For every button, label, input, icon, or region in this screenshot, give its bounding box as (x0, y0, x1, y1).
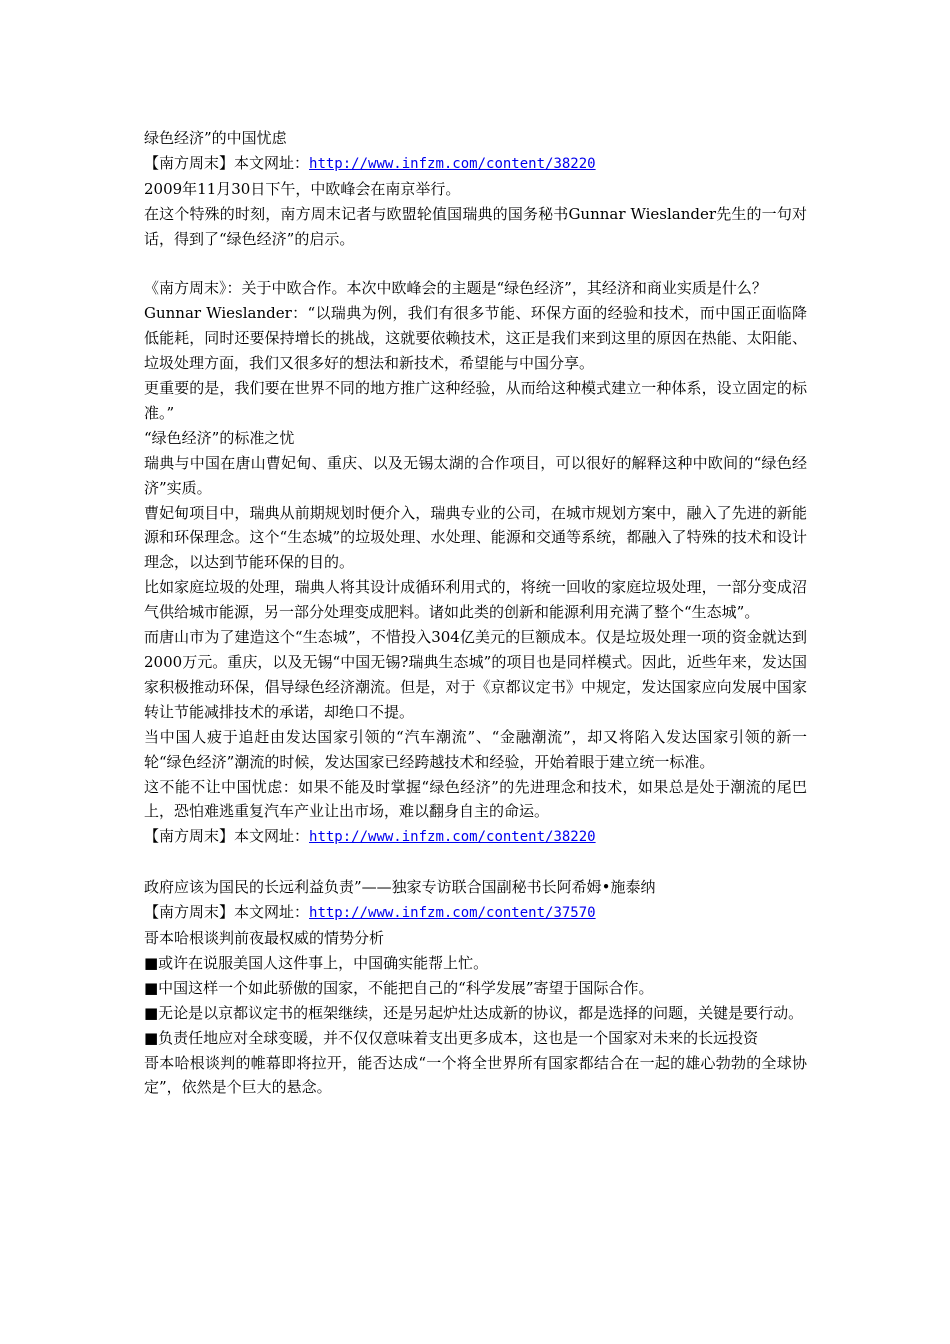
document-body (144, 126, 807, 1100)
interview-answer: Gunnar Wieslander：“以瑞典为例，我们有很多节能、环保方面的经验和技术，而中国正面临降低能耗，同时还要保持增长的挑战，这就要依赖技术，这正是我们来到这里的原因在热能、太阳能、垃圾处理方面，我们又很多好的想法和新技术，希望能与中国分享。 (144, 304, 807, 373)
source-prefix: 【南方周末】本文网址： (144, 903, 310, 922)
body-paragraph: 比如家庭垃圾的处理，瑞典人将其设计成循环利用式的，将统一回收的家庭垃圾处理，一部分变成沼气供给城市能源，另一部分处理变成肥料。诸如此类的创新和能源利用充满了整个“生态城”。 (144, 578, 807, 622)
interview-answer-continued: 更重要的是，我们要在世界不同的地方推广这种经验，从而给这种模式建立一种体系，设立固定的标准。” (144, 379, 807, 422)
section-heading: “绿色经济”的标准之忧 (144, 428, 295, 447)
bullet-point: ■负责任地应对全球变暖，并不仅仅意味着支出更多成本，这也是一个国家对未来的长远投资 (144, 1028, 759, 1047)
source-line (144, 900, 807, 926)
article-subtitle: 哥本哈根谈判前夜最权威的情势分析 (144, 928, 385, 947)
bullet-point: ■无论是以京都议定书的框架继续，还是另起炉灶达成新的协议，都是选择的问题，关键是要行动。 (144, 1003, 804, 1022)
article-link[interactable]: http://www.infzm.com/content/37570 (309, 905, 596, 922)
article-title: 绿色经济”的中国忧虑 (144, 129, 287, 147)
body-paragraph: 当中国人疲于追赶由发达国家引领的“汽车潮流”、“金融潮流”，却又将陷入发达国家引领的新一轮“绿色经济”潮流的时候，发达国家已经跨越技术和经验，开始着眼于建立统一标准。 (144, 727, 807, 771)
bullet-point: ■或许在说服美国人这件事上，中国确实能帮上忙。 (144, 953, 489, 972)
source-line (144, 151, 807, 177)
intro-paragraph: 在这个特殊的时刻，南方周末记者与欧盟轮值国瑞典的国务秘书Gunnar Wieslander先生的一句对话，得到了“绿色经济”的启示。 (144, 204, 807, 248)
article-link[interactable]: http://www.infzm.com/content/38220 (309, 155, 596, 172)
blank-line (144, 252, 807, 277)
body-paragraph: 这不能不让中国忧虑：如果不能及时掌握“绿色经济”的先进理念和技术，如果总是处于潮流的尾巴上，恐怕难逃重复汽车产业让出市场，难以翻身自主的命运。 (144, 777, 807, 821)
date-line: 2009年11月30日下午，中欧峰会在南京举行。 (144, 179, 461, 198)
closing-paragraph: 哥本哈根谈判的帷幕即将拉开，能否达成“一个将全世界所有国家都结合在一起的雄心勃勃的全球协定”，依然是个巨大的悬念。 (144, 1053, 807, 1097)
body-paragraph: 而唐山市为了建造这个“生态城”，不惜投入304亿美元的巨额成本。仅是垃圾处理一项的资金就达到2000万元。重庆，以及无锡“中国无锡?瑞典生态城”的项目也是同样模式。因此，近些年来，发达国家积极推动环保，倡导绿色经济潮流。但是，对于《京都议定书》中规定，发达国家应向发展中国家转让节能减排技术的承诺，却绝口不提。 (144, 628, 807, 721)
article-link[interactable]: http://www.infzm.com/content/38220 (309, 829, 596, 846)
source-prefix: 【南方周末】本文网址： (144, 153, 310, 172)
body-paragraph: 曹妃甸项目中，瑞典从前期规划时便介入，瑞典专业的公司，在城市规划方案中，融入了先进的新能源和环保理念。这个“生态城”的垃圾处理、水处理、能源和交通等系统，都融入了特殊的技术和设计理念，以达到节能环保的目的。 (144, 503, 807, 572)
interview-question: 《南方周末》：关于中欧合作。本次中欧峰会的主题是“绿色经济”，其经济和商业实质是什么？ (144, 279, 767, 298)
bullet-point: ■中国这样一个如此骄傲的国家，不能把自己的“科学发展”寄望于国际合作。 (144, 978, 654, 997)
source-line (144, 824, 807, 850)
source-prefix: 【南方周末】本文网址： (144, 827, 310, 846)
article-title: 政府应该为国民的长远利益负责”——独家专访联合国副秘书长阿希姆•施泰纳 (144, 878, 656, 897)
body-paragraph: 瑞典与中国在唐山曹妃甸、重庆、以及无锡太湖的合作项目，可以很好的解释这种中欧间的“绿色经济”实质。 (144, 453, 807, 497)
blank-line (144, 850, 807, 875)
